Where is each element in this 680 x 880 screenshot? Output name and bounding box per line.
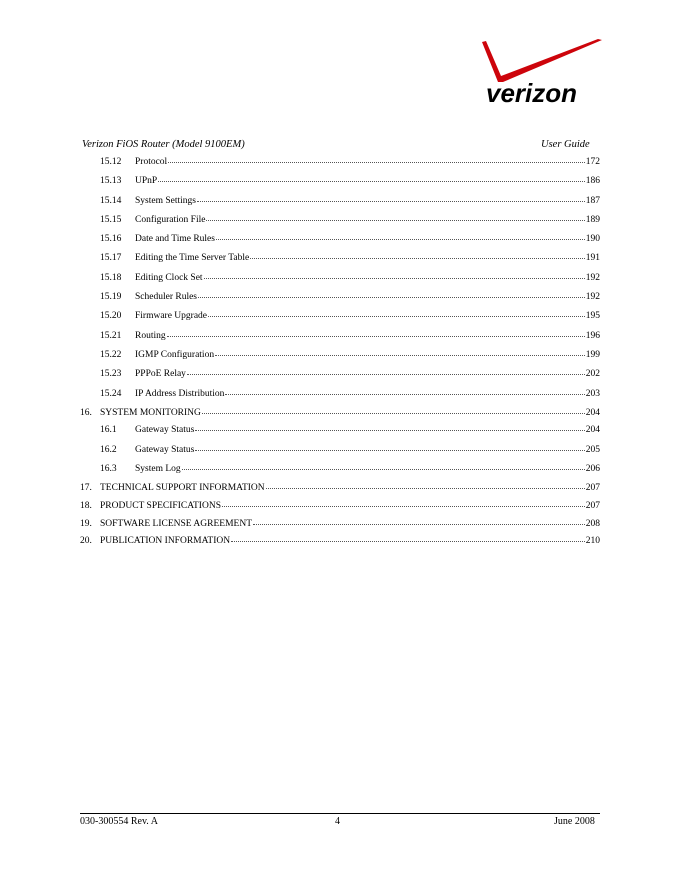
toc-entry-title: SYSTEM MONITORING <box>100 407 201 418</box>
toc-entry-number: 15.22 <box>100 349 122 360</box>
toc-entry-page: 207 <box>585 500 600 511</box>
document-type: User Guide <box>541 139 590 150</box>
toc-entry-page: 196 <box>585 330 600 341</box>
toc-entry-title: Gateway Status <box>135 425 195 436</box>
toc-entry-page: 190 <box>585 234 600 245</box>
toc-entry-page: 195 <box>585 311 600 322</box>
toc-entry[interactable] <box>80 480 600 498</box>
toc-entry[interactable] <box>80 250 600 269</box>
toc-entry[interactable] <box>80 270 600 289</box>
toc-entry-page: 207 <box>585 483 600 494</box>
toc-entry-title: Routing <box>135 330 166 341</box>
toc-entry-page: 189 <box>585 214 600 225</box>
toc-entry-title: Protocol <box>135 157 168 167</box>
toc-entry-title: Date and Time Rules <box>135 234 215 245</box>
toc-entry-number: 15.14 <box>100 195 122 206</box>
toc-entry[interactable] <box>80 308 600 327</box>
toc-entry-page: 202 <box>585 369 600 380</box>
toc-dot-leader <box>167 327 585 337</box>
toc-entry[interactable] <box>80 498 600 516</box>
toc-entry[interactable] <box>80 516 600 534</box>
toc-entry-page: 208 <box>585 518 600 529</box>
toc-entry-title: System Log <box>135 464 181 475</box>
toc-entry[interactable] <box>80 289 600 308</box>
verizon-logo <box>478 36 604 108</box>
document-title: Verizon FiOS Router (Model 9100EM) <box>82 139 245 150</box>
toc-entry-number: 15.19 <box>100 292 122 303</box>
toc-entry-title: TECHNICAL SUPPORT INFORMATION <box>100 483 265 494</box>
toc-entry-page: 192 <box>585 292 600 303</box>
toc-entry[interactable] <box>80 154 600 173</box>
toc-entry-title: SOFTWARE LICENSE AGREEMENT <box>100 518 252 529</box>
toc-entry-page: 172 <box>585 157 600 167</box>
toc-entry-page: 191 <box>585 253 600 264</box>
toc-dot-leader <box>182 460 585 470</box>
toc-dot-leader <box>222 497 585 507</box>
toc-entry-title: Editing Clock Set <box>135 272 203 283</box>
svg-text:verizon: verizon <box>486 78 578 108</box>
toc-dot-leader <box>253 515 585 525</box>
toc-entry-title: PUBLICATION INFORMATION <box>100 536 231 547</box>
toc-entry-number: 20. <box>80 536 92 547</box>
toc-entry-number: 15.12 <box>100 157 122 167</box>
toc-entry[interactable] <box>80 442 600 461</box>
toc-entry-title: PPPoE Relay <box>135 369 186 380</box>
toc-entry-number: 15.20 <box>100 311 122 322</box>
toc-dot-leader <box>225 385 584 395</box>
toc-entry-number: 15.17 <box>100 253 122 264</box>
toc-entry-title: UPnP <box>135 176 158 187</box>
toc-dot-leader <box>198 288 585 298</box>
toc-dot-leader <box>250 249 585 259</box>
toc-entry-page: 187 <box>585 195 600 206</box>
toc-dot-leader <box>216 230 585 240</box>
toc-dot-leader <box>231 532 585 542</box>
toc-entry[interactable] <box>80 405 600 423</box>
toc-dot-leader <box>206 211 584 221</box>
toc-entry-title: Scheduler Rules <box>135 292 198 303</box>
toc-entry-page: 203 <box>585 388 600 399</box>
table-of-contents <box>80 154 600 551</box>
toc-entry[interactable] <box>80 422 600 441</box>
toc-entry-page: 186 <box>585 176 600 187</box>
toc-entry-title: Configuration File <box>135 214 206 225</box>
toc-entry-title: Editing the Time Server Table <box>135 253 250 264</box>
toc-entry[interactable] <box>80 212 600 231</box>
publication-date: June 2008 <box>554 816 595 827</box>
toc-entry-number: 15.24 <box>100 388 122 399</box>
toc-entry-title: IGMP Configuration <box>135 349 215 360</box>
toc-entry-number: 17. <box>80 483 92 494</box>
toc-dot-leader <box>195 441 584 451</box>
toc-entry-number: 18. <box>80 500 92 511</box>
toc-entry-number: 15.21 <box>100 330 122 341</box>
page-number: 4 <box>335 816 340 827</box>
toc-dot-leader <box>202 404 585 414</box>
toc-entry[interactable] <box>80 366 600 385</box>
toc-entry-number: 15.23 <box>100 369 122 380</box>
toc-entry-page: 199 <box>585 349 600 360</box>
toc-dot-leader <box>266 479 585 489</box>
toc-entry-page: 206 <box>585 464 600 475</box>
toc-entry-page: 210 <box>585 536 600 547</box>
toc-entry-title: Gateway Status <box>135 444 195 455</box>
toc-entry-number: 16. <box>80 407 92 418</box>
footer-divider <box>80 813 600 814</box>
verizon-logo-graphic <box>478 36 604 108</box>
toc-entry-number: 16.3 <box>100 464 117 475</box>
toc-entry-title: PRODUCT SPECIFICATIONS <box>100 500 221 511</box>
toc-entry[interactable] <box>80 533 600 551</box>
toc-dot-leader <box>208 307 585 317</box>
toc-entry[interactable] <box>80 386 600 405</box>
toc-dot-leader <box>158 172 585 182</box>
toc-entry-number: 16.1 <box>100 425 117 436</box>
toc-dot-leader <box>204 269 585 279</box>
toc-entry-number: 15.18 <box>100 272 122 283</box>
toc-entry[interactable] <box>80 193 600 212</box>
toc-entry-number: 19. <box>80 518 92 529</box>
toc-entry[interactable] <box>80 347 600 366</box>
toc-entry-title: IP Address Distribution <box>135 388 225 399</box>
toc-entry-page: 205 <box>585 444 600 455</box>
toc-entry-page: 204 <box>585 425 600 436</box>
toc-entry-number: 15.13 <box>100 176 122 187</box>
toc-entry[interactable] <box>80 173 600 192</box>
toc-entry-page: 204 <box>585 407 600 418</box>
toc-dot-leader <box>187 365 585 375</box>
toc-dot-leader <box>215 346 585 356</box>
toc-dot-leader <box>197 192 585 202</box>
toc-entry-title: Firmware Upgrade <box>135 311 208 322</box>
document-number: 030-300554 Rev. A <box>80 816 158 827</box>
toc-dot-leader <box>168 153 585 163</box>
toc-entry-number: 16.2 <box>100 444 117 455</box>
toc-dot-leader <box>195 421 584 431</box>
toc-entry[interactable] <box>80 461 600 480</box>
toc-entry-page: 192 <box>585 272 600 283</box>
toc-entry-number: 15.15 <box>100 214 122 225</box>
toc-entry-number: 15.16 <box>100 234 122 245</box>
toc-entry[interactable] <box>80 231 600 250</box>
toc-entry-title: System Settings <box>135 195 196 206</box>
toc-entry[interactable] <box>80 328 600 347</box>
